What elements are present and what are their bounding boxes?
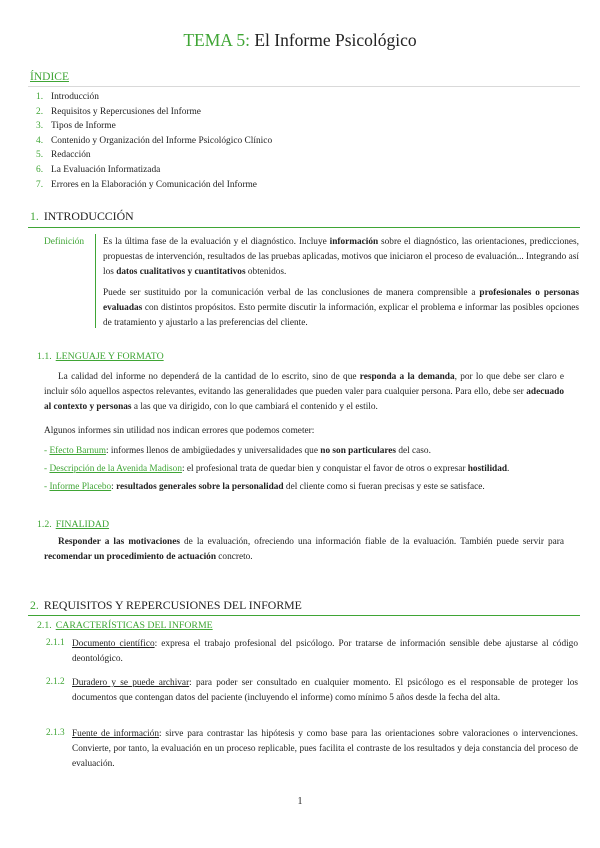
definition-paragraph-1: Es la última fase de la evaluación y el diagnóstico. Incluye información sobre el diagnóstico, las orientaciones, predicciones, propuestas de intervención, resultados de las pruebas aplicadas, motivos que iniciaron el proceso de evaluación... Integrando así los datos cualitativos y cuantitativos obtenidos.: [103, 237, 579, 277]
index-divider: [28, 86, 580, 87]
index-heading: ÍNDICE: [30, 71, 69, 83]
subsection-2-1-heading: 2.1. CARACTERÍSTICAS DEL INFORME: [37, 620, 213, 631]
definition-box: [103, 235, 579, 331]
section-1-divider: [28, 227, 580, 228]
page-title: [0, 30, 600, 51]
definition-paragraph-2: Puede ser sustituido por la comunicación verbal de las conclusiones de manera comprensible a profesionales o personas evaluadas con distintos propósitos. Esto permite discutir la información, explicar el problema e informar las posibles opciones de tratamiento y ajustarlo a las preferencias del cliente.: [103, 288, 579, 328]
item-number: 2.1.1: [46, 638, 65, 648]
index-item: 5. Redacción: [36, 150, 91, 161]
section-1-heading: 1. INTRODUCCIÓN: [30, 209, 134, 223]
effect-item: - Descripción de la Avenida Madison: el profesional trata de quedar bien y conquistar el favor de otros o expresar hostilidad.: [44, 464, 510, 474]
index-item: 4. Contenido y Organización del Informe Psicológico Clínico: [36, 135, 273, 146]
index-list: [36, 90, 272, 192]
subsection-1-1-heading: 1.1. LENGUAJE Y FORMATO: [37, 351, 164, 362]
title-text: El Informe Psicológico: [254, 30, 417, 50]
index-item: 2. Requisitos y Repercusiones del Informe: [36, 106, 201, 117]
section-2-divider: [28, 615, 580, 616]
definition-label: Definición: [44, 237, 85, 247]
language-format-body: [44, 370, 564, 495]
definition-bar: [95, 234, 96, 328]
characteristic-item: Fuente de información: sirve para contrastar las hipótesis y como base para las orientaciones sobre valoraciones o intervenciones. Convierte, por tanto, la evaluación en un proceso replicable, pues facilita el contraste de los resultados y deja constancia del proceso de evaluación.: [72, 729, 579, 769]
errors-intro: Algunos informes sin utilidad nos indican errores que podemos cometer:: [44, 426, 315, 436]
index-item: 7. Errores en la Elaboración y Comunicación del Informe: [36, 179, 257, 190]
language-paragraph: La calidad del informe no dependerá de la cantidad de lo escrito, sino de que responda a la demanda, por lo que debe ser claro e incluir sólo aquellos aspectos relevantes, evitando las generalidades que pueden valer para cualquier persona. Para ello, debe ser adecuado al contexto y personas a las que va dirigido, con lo que cambiará el contenido y el estilo.: [44, 372, 564, 412]
index-item: 1. Introducción: [36, 92, 99, 102]
subsection-1-2-heading: 1.2. FINALIDAD: [37, 519, 110, 530]
item-number: 2.1.3: [46, 728, 65, 738]
item-number: 2.1.2: [46, 677, 65, 687]
purpose-paragraph: Responder a las motivaciones de la evaluación, ofreciendo una información fiable de la evaluación. También puede servir para recomendar un procedimiento de actuación concreto.: [44, 537, 564, 562]
section-2-heading: 2. REQUISITOS Y REPERCUSIONES DEL INFORME: [30, 598, 302, 612]
page-number: 1: [297, 796, 303, 807]
title-prefix: TEMA 5:: [183, 30, 250, 50]
index-item: 6. La Evaluación Informatizada: [36, 164, 161, 175]
index-item: 3. Tipos de Informe: [36, 121, 116, 132]
characteristic-item: Documento científico: expresa el trabajo profesional del psicólogo. Por tratarse de información sensible debe ajustarse al código deontológico.: [72, 639, 578, 664]
effect-item: - Efecto Barnum: informes llenos de ambigüedades y universalidades que no son particulares del caso.: [44, 446, 431, 456]
characteristic-item: Duradero y se puede archivar: para poder ser consultado en cualquier momento. El psicólogo es el responsable de proteger los documentos que contengan datos del paciente (incluyendo el informe) como mínimo 5 años desde la fecha del alta.: [72, 678, 578, 703]
effect-item: - Informe Placebo: resultados generales sobre la personalidad del cliente como si fueran precisas y este se satisface.: [44, 482, 485, 492]
purpose-body: [44, 535, 564, 565]
